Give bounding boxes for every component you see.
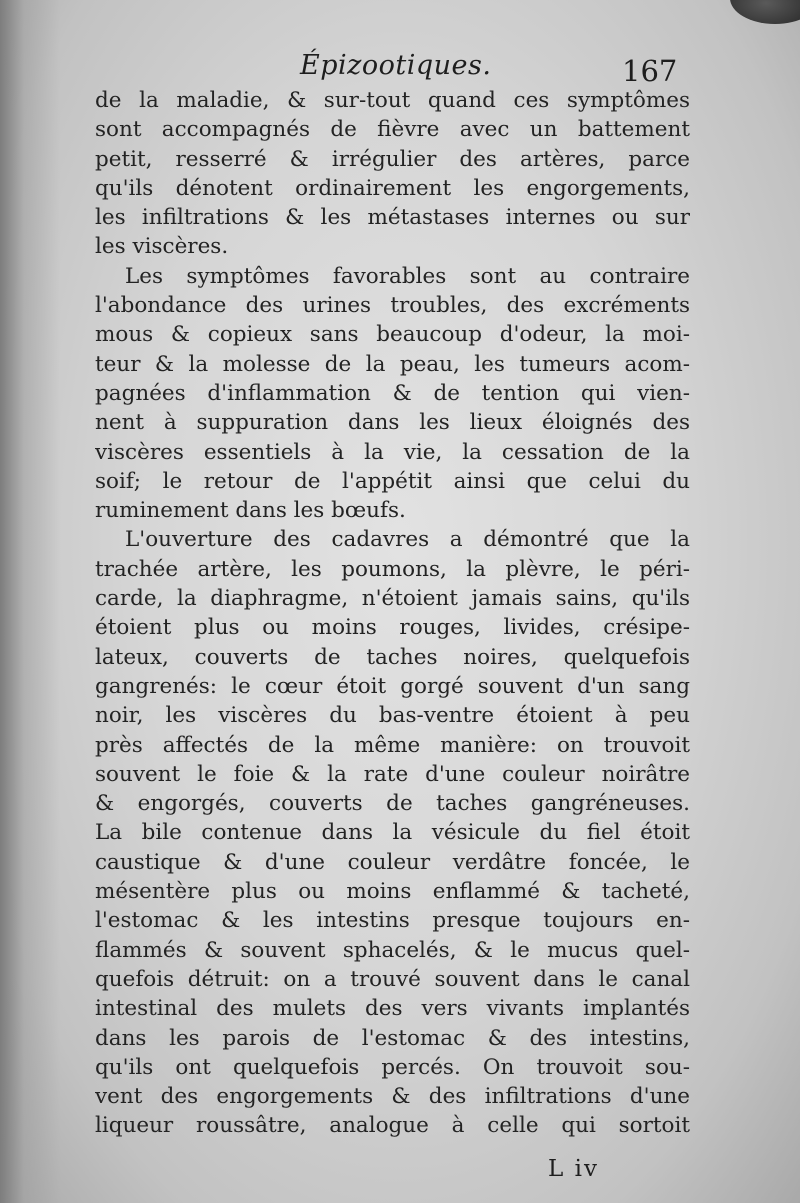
text-line: La bile contenue dans la vésicule du fiel étoit — [95, 820, 690, 846]
text-line: qu'ils dénotent ordinairement les engorgements, — [95, 175, 690, 201]
text-line: étoient plus ou moins rouges, livides, crésipe- — [95, 615, 690, 641]
text-line: vent des engorgements & des infiltrations d'une — [95, 1084, 690, 1110]
text-line: l'abondance des urines troubles, des excréments — [95, 293, 690, 319]
gutter-shadow — [0, 0, 60, 1203]
paragraph-first-line: L'ouverture des cadavres a démontré que la — [125, 527, 690, 553]
text-line: intestinal des mulets des vers vivants implantés — [95, 996, 690, 1022]
text-line: pagnées d'inflammation & de tention qui vien- — [95, 380, 690, 406]
text-line: carde, la diaphragme, n'étoient jamais sains, qu'ils — [95, 586, 690, 612]
text-line: dans les parois de l'estomac & des intestins, — [95, 1025, 690, 1051]
signature-mark: L iv — [548, 1156, 599, 1182]
text-line: de la maladie, & sur-tout quand ces symptômes — [95, 88, 690, 113]
text-line: qu'ils ont quelquefois percés. On trouvoit sou- — [95, 1054, 690, 1080]
text-line: soif; le retour de l'appétit ainsi que celui du — [95, 468, 690, 494]
text-line: près affectés de la même manière: on trouvoit — [95, 732, 690, 758]
text-line: gangrenés: le cœur étoit gorgé souvent d'un sang — [95, 673, 690, 699]
text-line: quefois détruit: on a trouvé souvent dans le canal — [95, 966, 690, 992]
running-title: Épizootiques. — [300, 50, 492, 81]
text-line: flammés & souvent sphacelés, & le mucus quel- — [95, 937, 690, 963]
text-line: lateux, couverts de taches noires, quelquefois — [95, 644, 690, 670]
text-line: caustique & d'une couleur verdâtre foncée, le — [95, 849, 690, 875]
text-line: trachée artère, les poumons, la plèvre, le péri- — [95, 556, 690, 582]
text-line: mésentère plus ou moins enflammé & tacheté, — [95, 879, 690, 905]
text-line: mous & copieux sans beaucoup d'odeur, la moi- — [95, 322, 690, 348]
text-line: les viscères. — [95, 234, 229, 260]
text-line: teur & la molesse de la peau, les tumeurs acom- — [95, 351, 690, 377]
text-line: petit, resserré & irrégulier des artères, parce — [95, 146, 690, 172]
text-line: noir, les viscères du bas-ventre étoient à peu — [95, 703, 690, 729]
text-line: viscères essentiels à la vie, la cessation de la — [95, 439, 690, 465]
text-line: souvent le foie & la rate d'une couleur noirâtre — [95, 761, 690, 787]
text-line: & engorgés, couverts de taches gangréneuses. — [95, 791, 690, 817]
paragraph-first-line: Les symptômes favorables sont au contraire — [125, 263, 690, 289]
page-number: 167 — [622, 54, 678, 88]
text-line: nent à suppuration dans les lieux éloignés des — [95, 410, 690, 436]
text-line: ruminement dans les bœufs. — [95, 498, 406, 524]
text-line: l'estomac & les intestins presque toujours en- — [95, 908, 690, 934]
text-line: les infiltrations & les métastases internes ou sur — [95, 205, 690, 231]
text-line: liqueur roussâtre, analogue à celle qui sortoit — [95, 1113, 690, 1139]
text-line: sont accompagnés de fièvre avec un battement — [95, 117, 690, 143]
body-text — [95, 86, 690, 1141]
page-corner-shadow — [730, 0, 800, 24]
